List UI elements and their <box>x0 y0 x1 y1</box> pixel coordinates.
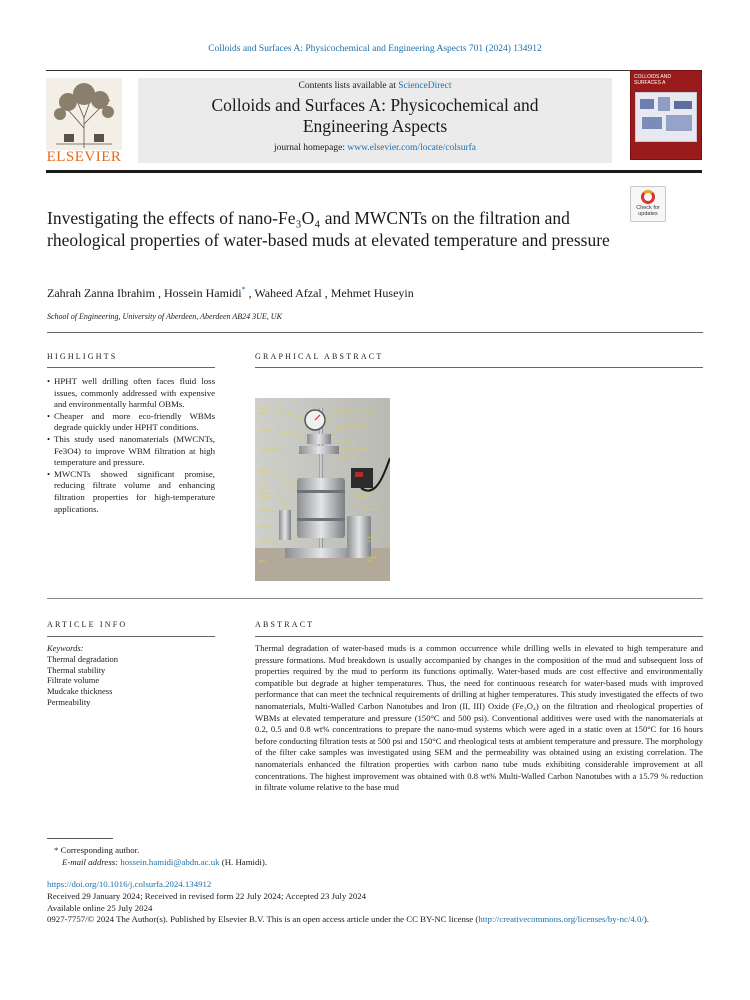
check-updates-label <box>631 205 665 217</box>
received-dates: Received 29 January 2024; Received in revised form 22 July 2024; Accepted 23 July 2024 <box>47 890 367 901</box>
contents-line <box>138 81 612 91</box>
svg-text:Barrel - Air/CO₂ inlet: Barrel - Air/CO₂ inlet <box>339 425 367 429</box>
author-separator: , <box>154 286 164 300</box>
svg-text:regulator: regulator <box>259 495 272 499</box>
keyword-item: Thermal stability <box>47 664 106 675</box>
banner-top-rule <box>46 70 702 71</box>
svg-text:Ageing: Ageing <box>367 555 377 559</box>
graphical-abstract-rule <box>255 367 703 368</box>
svg-text:Back-: Back- <box>259 487 267 491</box>
author-name[interactable]: Zahrah Zanna Ibrahim <box>47 286 155 300</box>
highlights-heading: HIGHLIGHTS <box>47 352 118 361</box>
journal-title-line2: Engineering Aspects <box>302 116 448 136</box>
elsevier-tree-icon <box>46 78 122 150</box>
keywords-block <box>47 643 215 708</box>
svg-text:Relief valve: Relief valve <box>259 509 275 513</box>
available-online: Available online 25 July 2024 <box>47 902 153 913</box>
graphical-abstract-image[interactable] <box>255 398 390 581</box>
elsevier-wordmark: ELSEVIER <box>46 149 122 165</box>
corresponding-author-note: * Corresponding author. <box>54 845 140 855</box>
keywords-label: Keywords: <box>47 643 84 653</box>
highlights-list <box>47 376 215 515</box>
keyword-item: Mudcake thickness <box>47 686 113 697</box>
email-suffix: (H. Hamidi). <box>219 856 267 867</box>
journal-title <box>138 95 612 137</box>
keyword-item: Thermal degradation <box>47 653 119 664</box>
check-updates-icon <box>641 190 655 204</box>
license-statement <box>47 914 703 926</box>
email-line <box>47 857 267 869</box>
homepage-line <box>138 143 612 153</box>
homepage-prefix: journal homepage: <box>274 143 348 153</box>
svg-text:Ageing: Ageing <box>367 535 377 539</box>
svg-text:gauge: gauge <box>259 411 268 415</box>
license-prefix: 0927-7757/© 2024 The Author(s). Published by Elsevier B.V. This is an open access article under the CC BY-NC license ( <box>47 914 479 925</box>
info-section-top-rule <box>47 598 703 599</box>
svg-text:cell: cell <box>367 539 372 543</box>
keyword-item: Filtrate volume <box>47 675 100 686</box>
publication-info <box>47 879 703 926</box>
highlight-item: • Cheaper and more eco-friendly WBMs degrade quickly under HPHT conditions. <box>47 411 215 434</box>
check-updates-line2: updates <box>638 211 658 217</box>
article-info-heading: ARTICLE INFO <box>47 620 128 629</box>
svg-text:pressure: pressure <box>259 491 272 495</box>
abstract-rule <box>255 636 703 637</box>
title-section-rule <box>47 332 703 333</box>
article-info-rule <box>47 636 215 637</box>
author-separator: , <box>321 286 331 300</box>
svg-text:Temperature: Temperature <box>355 491 373 495</box>
svg-text:Heating: Heating <box>259 469 270 473</box>
journal-reference-link[interactable]: Colloids and Surfaces A: Physicochemical and Engineering Aspects 701 (2024) 134912 <box>208 44 542 54</box>
footnote <box>47 845 267 868</box>
email-link[interactable]: hossein.hamidi@abdn.ac.uk <box>120 856 220 867</box>
journal-title-line1: Colloids and Surfaces A: Physicochemical and <box>211 95 539 115</box>
check-for-updates-button[interactable] <box>630 186 666 222</box>
svg-text:cell: cell <box>367 559 372 563</box>
cover-title: COLLOIDS AND SURFACES A <box>634 74 671 86</box>
highlight-item: • MWCNTs showed significant promise, reducing filtrate volume and enhancing filtration properties for high-temperature applications. <box>47 469 215 515</box>
highlight-item: • This study used nanomaterials (MWCNTs, Fe3O4) to improve WBM filtration at high temperature and pressure. <box>47 434 215 469</box>
svg-text:Outer valve: Outer valve <box>339 455 355 459</box>
svg-text:Thermometer: Thermometer <box>363 507 382 511</box>
svg-text:Pressure: Pressure <box>259 407 272 411</box>
svg-text:regulator: regulator <box>355 495 368 499</box>
banner-bottom-rule <box>46 170 702 173</box>
author-separator: , <box>245 286 255 300</box>
author-name[interactable]: Hossein Hamidi <box>163 286 242 300</box>
sciencedirect-link[interactable]: ScienceDirect <box>398 81 452 91</box>
svg-text:CO₂ cartridge: CO₂ cartridge <box>259 447 278 451</box>
license-suffix: ). <box>643 914 649 925</box>
journal-banner <box>46 70 702 168</box>
elsevier-logo[interactable] <box>46 78 122 164</box>
svg-text:Pressuring gas relief: Pressuring gas relief <box>339 447 368 451</box>
author-list <box>47 285 667 301</box>
author-name[interactable]: Waheed Afzal <box>254 286 322 300</box>
check-updates-line1: Check for <box>636 205 660 211</box>
doi-link[interactable]: https://doi.org/10.1016/j.colsurfa.2024.134912 <box>47 879 212 889</box>
svg-text:Inside valve: Inside valve <box>339 441 356 445</box>
article-title: Investigating the effects of nano-Fe₃O₄ and MWCNTs on the filtration and rheological properties of water-based muds at elevated temperature and pressure <box>47 208 610 250</box>
cover-art-image <box>635 92 697 142</box>
affiliation: School of Engineering, University of Aberdeen, Aberdeen AB24 3UE, UK <box>47 312 282 321</box>
corresponding-author-mark[interactable]: * <box>241 285 246 294</box>
svg-text:jacket: jacket <box>259 473 268 477</box>
svg-text:Regulator: Regulator <box>259 429 273 433</box>
footnote-rule <box>47 838 113 839</box>
abstract-heading: ABSTRACT <box>255 620 315 629</box>
svg-text:Receiver: Receiver <box>259 525 272 529</box>
license-link[interactable]: http://creativecommons.org/licenses/by-nc/4.0/ <box>478 914 644 925</box>
hpht-filter-press-illustration <box>255 398 390 581</box>
highlights-rule <box>47 367 215 368</box>
svg-text:CO₂ pressuring assembly: CO₂ pressuring assembly <box>339 409 375 413</box>
journal-cover-thumbnail[interactable] <box>630 70 702 160</box>
svg-text:Base: Base <box>259 559 267 563</box>
graphical-abstract-heading: GRAPHICAL ABSTRACT <box>255 352 384 361</box>
author-name[interactable]: Mehmet Huseyin <box>330 286 414 300</box>
svg-text:Outlet valve: Outlet valve <box>259 539 276 543</box>
keyword-item: Permeability <box>47 696 91 707</box>
contents-prefix: Contents lists available at <box>298 81 399 91</box>
homepage-link[interactable]: www.elsevier.com/locate/colsurfa <box>347 143 476 153</box>
email-label: E-mail address: <box>62 856 121 867</box>
highlight-item: • HPHT well drilling often faces fluid loss issues, commonly addressed with expensive and environmentally harmful OBMs. <box>47 376 215 411</box>
journal-header-box <box>138 78 612 163</box>
abstract-text: Thermal degradation of water-based muds is a common occurrence while drilling wells in elevated to high temperature and pressure formations. Mud breakdown is usually accompanied by changes in the composition of the mud and subsequent loss of properties required by the mud to perform its functions optimally. Water-based muds are cost effective and environmentally compatible but degrade at higher temperatures. Thus, the need for continuous research for water-based muds with improved performance that can meet the technical requirements of drilling at higher temperatures. This study investigated the effects of two nanomaterials, Multi-Walled Carbon Nanotubes and Iron (II, III) Oxide (Fe₃O₄) on the filtration and rheological properties of WBMs at elevated temperature and pressure (150°C and 500 psi). Conventional additives were used with the nanomaterials at 0.2, 0.5 and 0.8 wt% concentrations to prepare the nano-mud systems which were aged in a static oven at 150°C for 16 hours before conducting filtration tests at 500 psi and 150°C and rheological tests at ambient temperature and pressure. The morphology of the filter cake samples was investigated using SEM and the permeability was obtained using an existing correlation. The nanomaterials enhanced the filtration properties with carbon nano tube muds exhibiting considerable improvement at all concentrations. The highest improvement was obtained with 0.8 wt% Multi-Walled Carbon Nanotubes with a 15.79 % reduction in filtrate volume relative to the base mud <box>255 643 703 793</box>
